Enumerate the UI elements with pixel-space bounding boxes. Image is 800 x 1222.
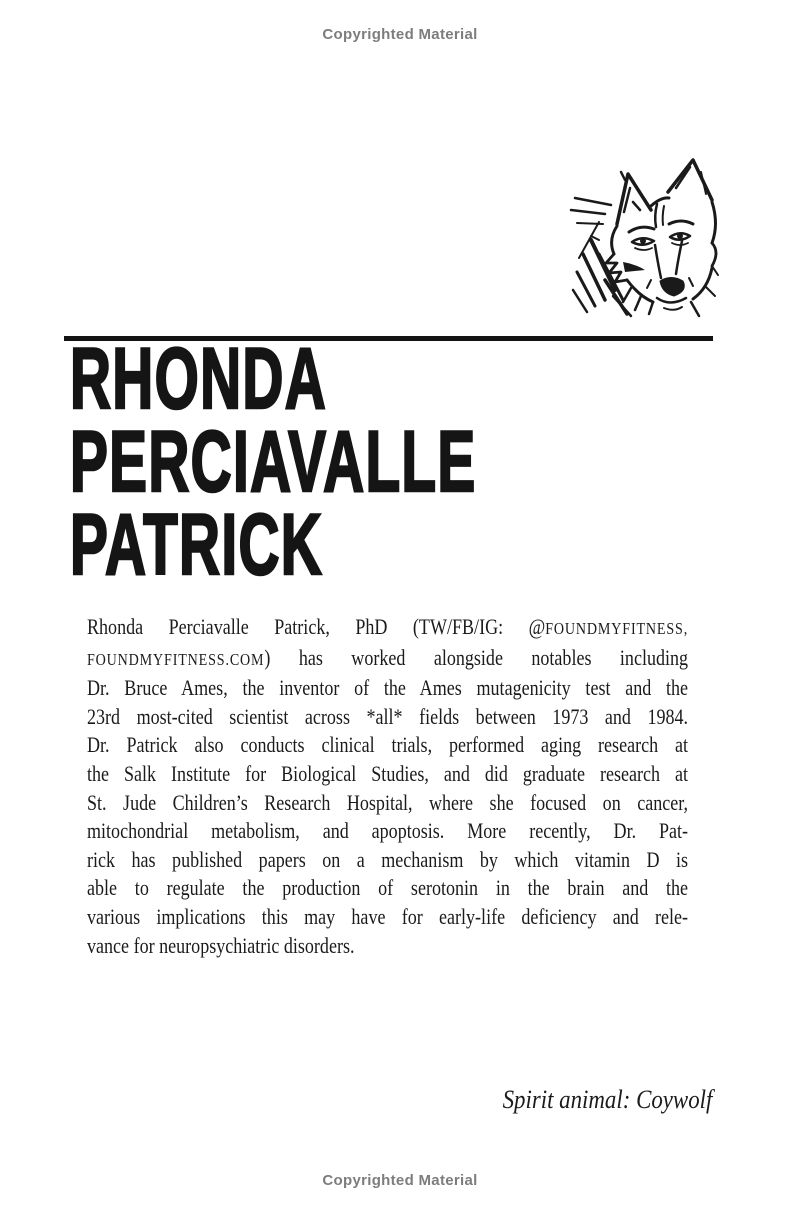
coywolf-sketch-strokes: [571, 160, 718, 316]
bio-paragraph: [87, 613, 688, 960]
bio-line: [87, 760, 688, 789]
bio-line: [87, 874, 688, 903]
bio-line: [87, 703, 688, 732]
bio-smallcaps-text: FOUNDMYFITNESS.COM: [87, 649, 265, 669]
bio-text: 23rd most-cited scientist across *all* fields between 1973 and 1984.: [87, 703, 689, 729]
heading-line: PATRICK: [70, 497, 324, 593]
bio-text: vance for neuropsychiatric disorders.: [87, 932, 355, 958]
bio-line: [87, 731, 688, 760]
bio-line: [87, 846, 688, 875]
author-name-heading: [70, 331, 477, 593]
bio-line: [87, 817, 688, 846]
bio-text: mitochondrial metabolism, and apoptosis. More recently, Dr. Pat-: [87, 818, 689, 844]
bio-text: ) has worked alongside notables including: [264, 644, 689, 670]
bio-smallcaps-text: FOUNDMYFITNESS,: [545, 619, 689, 638]
bio-text: Rhonda Perciavalle Patrick, PhD (TW/FB/IG: @: [87, 614, 546, 639]
bio-line: [87, 789, 688, 818]
bio-text: various implications this may have for early-life deficiency and rele-: [87, 903, 689, 929]
bio-text: able to regulate the production of serotonin in the brain and the: [87, 875, 689, 901]
bio-text: the Salk Institute for Biological Studies, and did graduate research at: [87, 760, 689, 786]
bio-line: [87, 644, 688, 675]
spirit-animal-caption: Spirit animal: Coywolf: [502, 1085, 712, 1114]
bio-text: Dr. Bruce Ames, the inventor of the Ames mutagenicity test and the: [87, 675, 689, 701]
copyright-notice-bottom: Copyrighted Material: [322, 1172, 478, 1189]
coywolf-illustration: [565, 150, 737, 318]
copyright-notice-top: Copyrighted Material: [322, 26, 478, 43]
bio-text: St. Jude Children’s Research Hospital, where she focused on cancer,: [87, 789, 689, 815]
heading-line: RHONDA: [70, 331, 328, 427]
bio-line: [87, 903, 688, 932]
bio-text: Dr. Patrick also conducts clinical trials, performed aging research at: [87, 732, 689, 758]
bio-line: [87, 613, 688, 644]
bio-text: rick has published papers on a mechanism by which vitamin D is: [87, 846, 689, 872]
heading-line: PERCIAVALLE: [70, 414, 477, 510]
bio-line: [87, 674, 688, 703]
bio-line: [87, 932, 688, 961]
